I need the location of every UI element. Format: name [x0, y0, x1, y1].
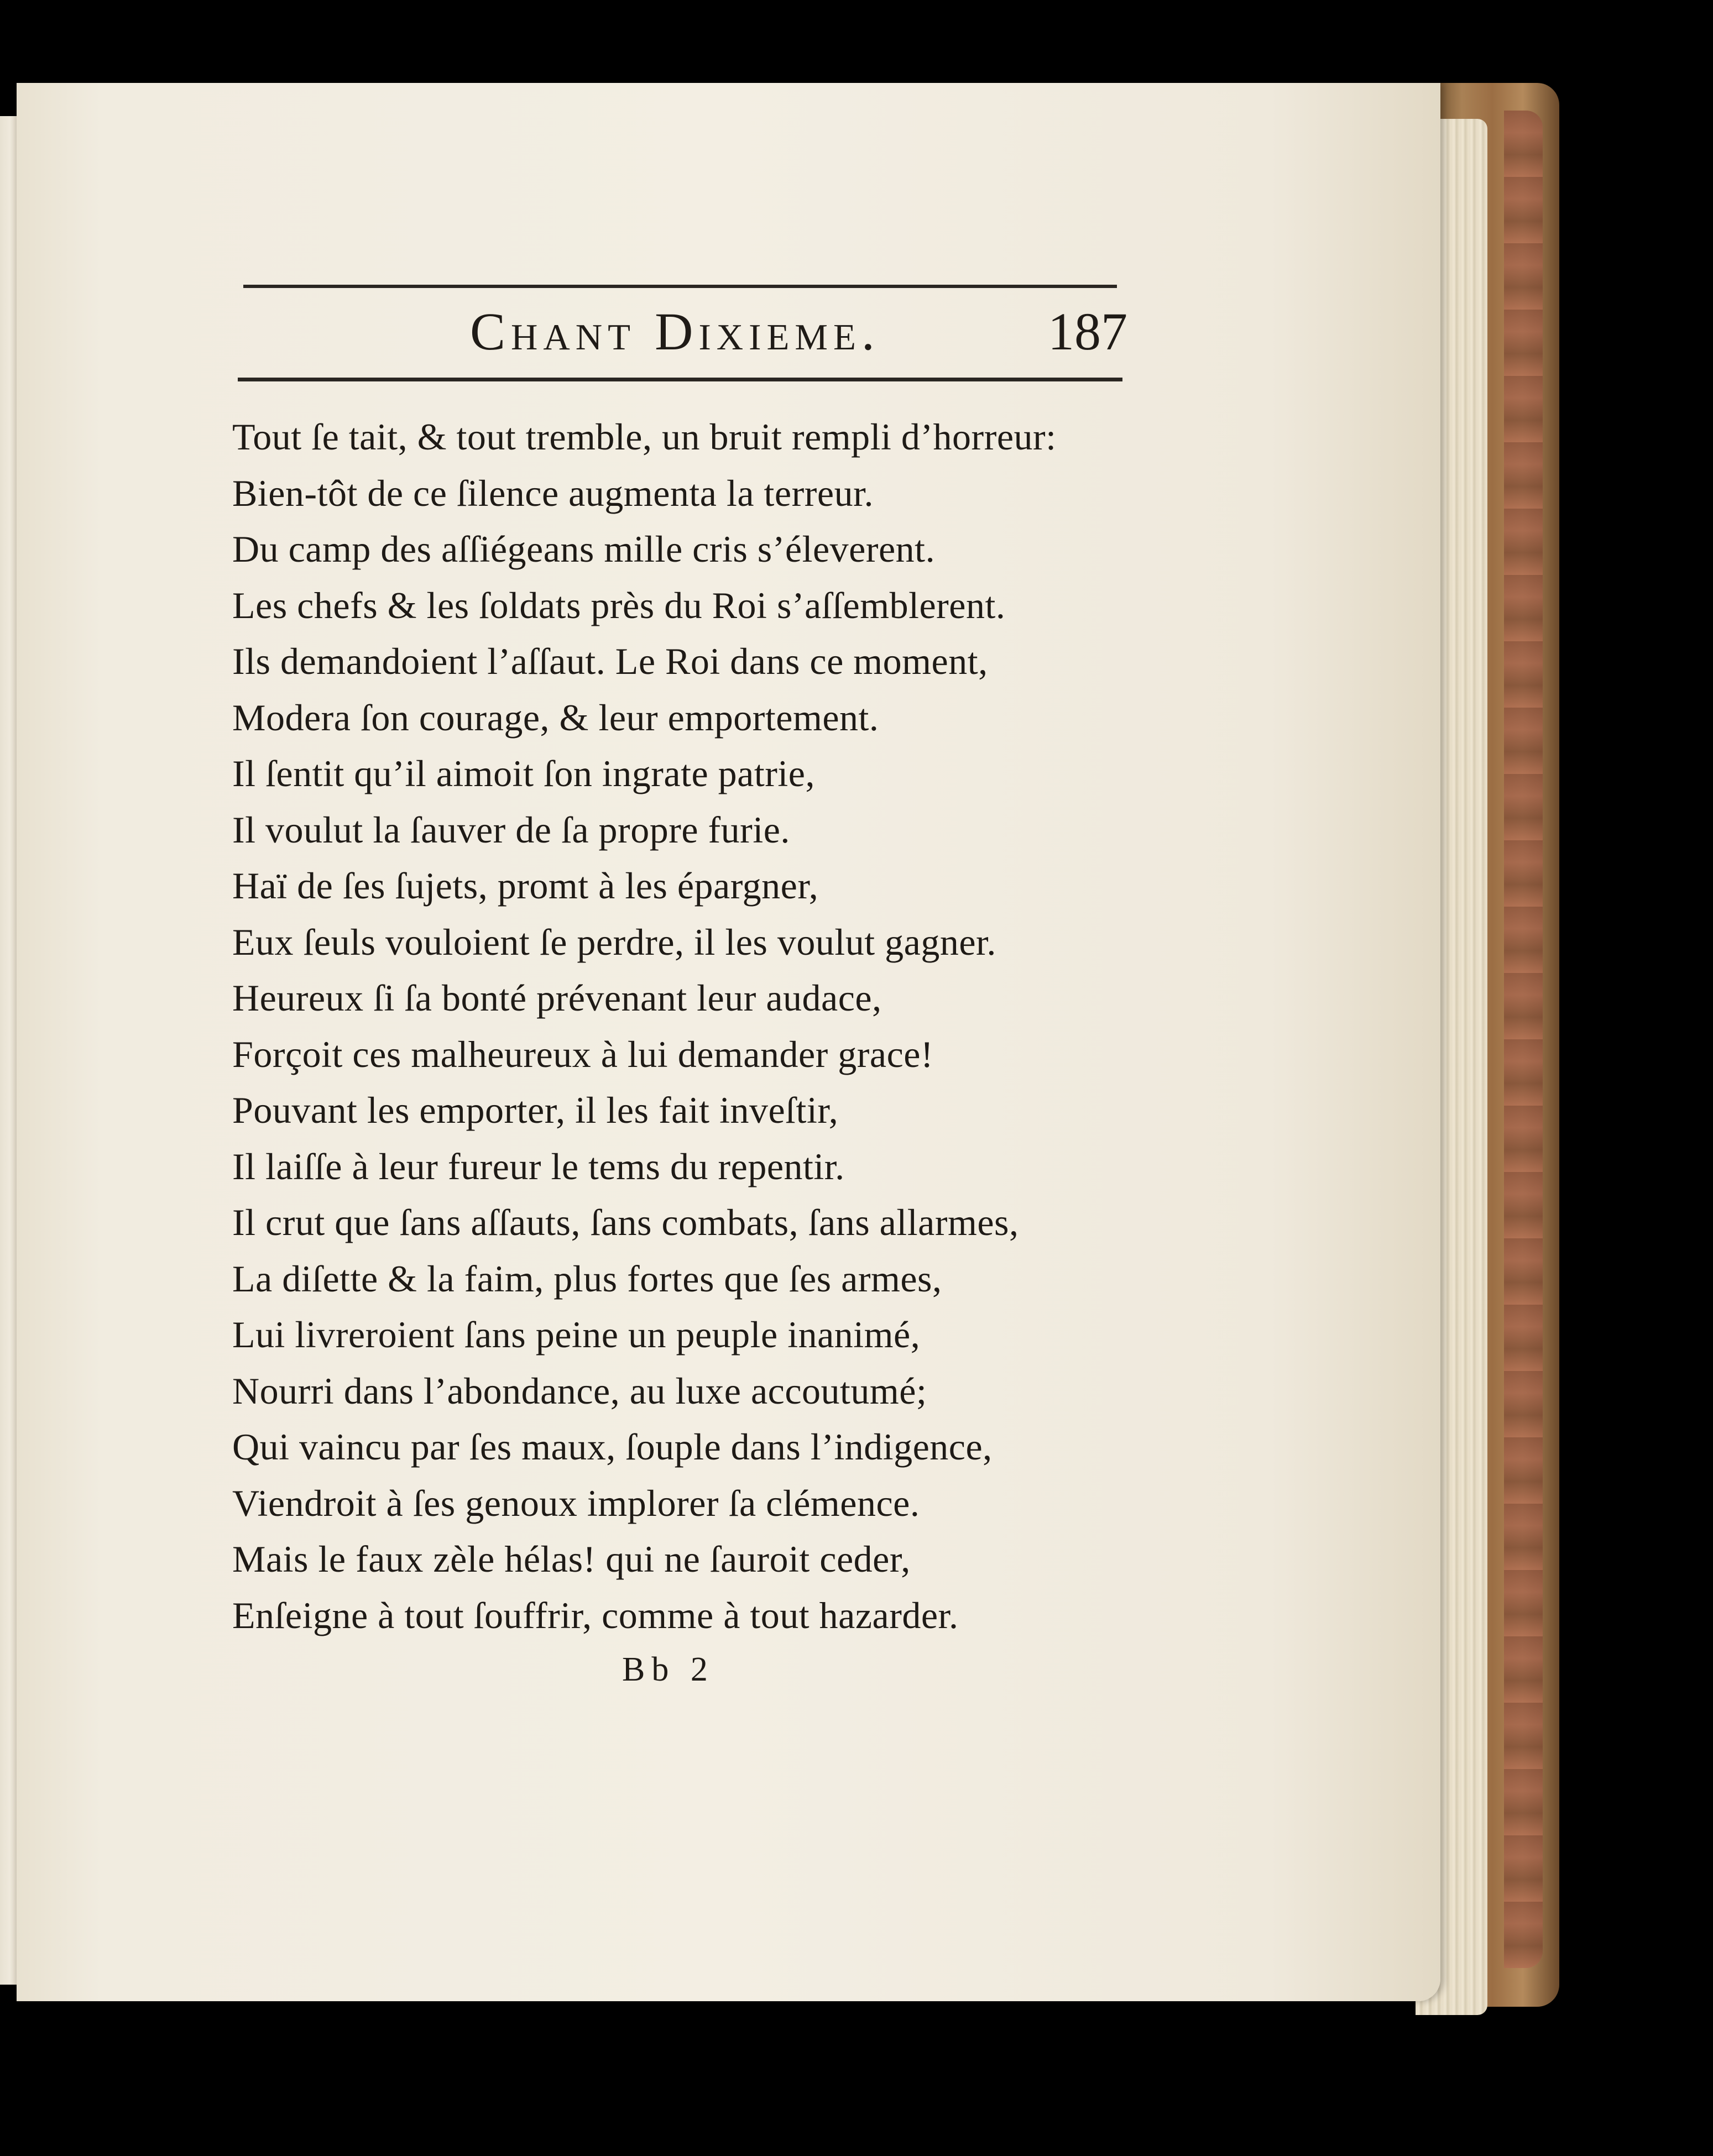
verse-line: Il crut que ſans aſſauts, ſans combats, ſans allarmes,	[232, 1201, 1019, 1243]
verse-line: Mais le faux zèle hélas! qui ne ſauroit ceder,	[232, 1538, 911, 1580]
verse-line: Il voulut la ſauver de ſa propre furie.	[232, 808, 790, 851]
verse-line: Heureux ſi ſa bonté prévenant leur audace,	[232, 977, 882, 1019]
verse-line: Ils demandoient l’aſſaut. Le Roi dans ce moment,	[232, 640, 988, 682]
verse-line: Forçoit ces malheureux à lui demander grace!	[232, 1033, 934, 1075]
verse-line: Lui livreroient ſans peine un peuple inanimé,	[232, 1314, 921, 1356]
verse-line: Les chefs & les ſoldats près du Roi s’aſſemblerent.	[232, 584, 1006, 626]
verse-line: Viendroit à ſes genoux implorer ſa clémence.	[232, 1482, 920, 1524]
verse-line: Haï de ſes ſujets, promt à les épargner,	[232, 865, 819, 907]
verse-line: Eux ſeuls vouloient ſe perdre, il les voulut gagner.	[232, 920, 996, 963]
header-rule-bottom	[238, 378, 1122, 381]
running-title: Chant Dixieme.	[470, 302, 880, 361]
verse-line: Du camp des aſſiégeans mille cris s’éleverent.	[232, 528, 936, 570]
facing-page-edge	[0, 116, 17, 1985]
verse-line: Enſeigne à tout ſouffrir, comme à tout hazarder.	[232, 1594, 959, 1636]
header-rule-top	[243, 285, 1117, 288]
verse-line: Pouvant les emporter, il les fait inveſtir,	[232, 1089, 839, 1131]
verse-line: Il laiſſe à leur fureur le tems du repentir.	[232, 1145, 845, 1187]
verse-block	[232, 409, 1145, 1644]
verse-line: Modera ſon courage, & leur emportement.	[232, 696, 879, 739]
verse-line: Tout ſe tait, & tout tremble, un bruit rempli d’horreur:	[232, 416, 1057, 458]
signature-mark: Bb 2	[622, 1651, 714, 1688]
verse-line: Nourri dans l’abondance, au luxe accoutumé;	[232, 1369, 927, 1412]
verse-line: La diſette & la faim, plus fortes que ſes armes,	[232, 1257, 942, 1300]
verse-line: Il ſentit qu’il aimoit ſon ingrate patrie,	[232, 752, 815, 794]
page-number: 187	[1048, 302, 1127, 361]
verse-line: Qui vaincu par ſes maux, ſouple dans l’indigence,	[232, 1426, 993, 1468]
verse-line: Bien-tôt de ce ſilence augmenta la terreur.	[232, 472, 874, 514]
book-cover-edge	[1504, 111, 1543, 1968]
